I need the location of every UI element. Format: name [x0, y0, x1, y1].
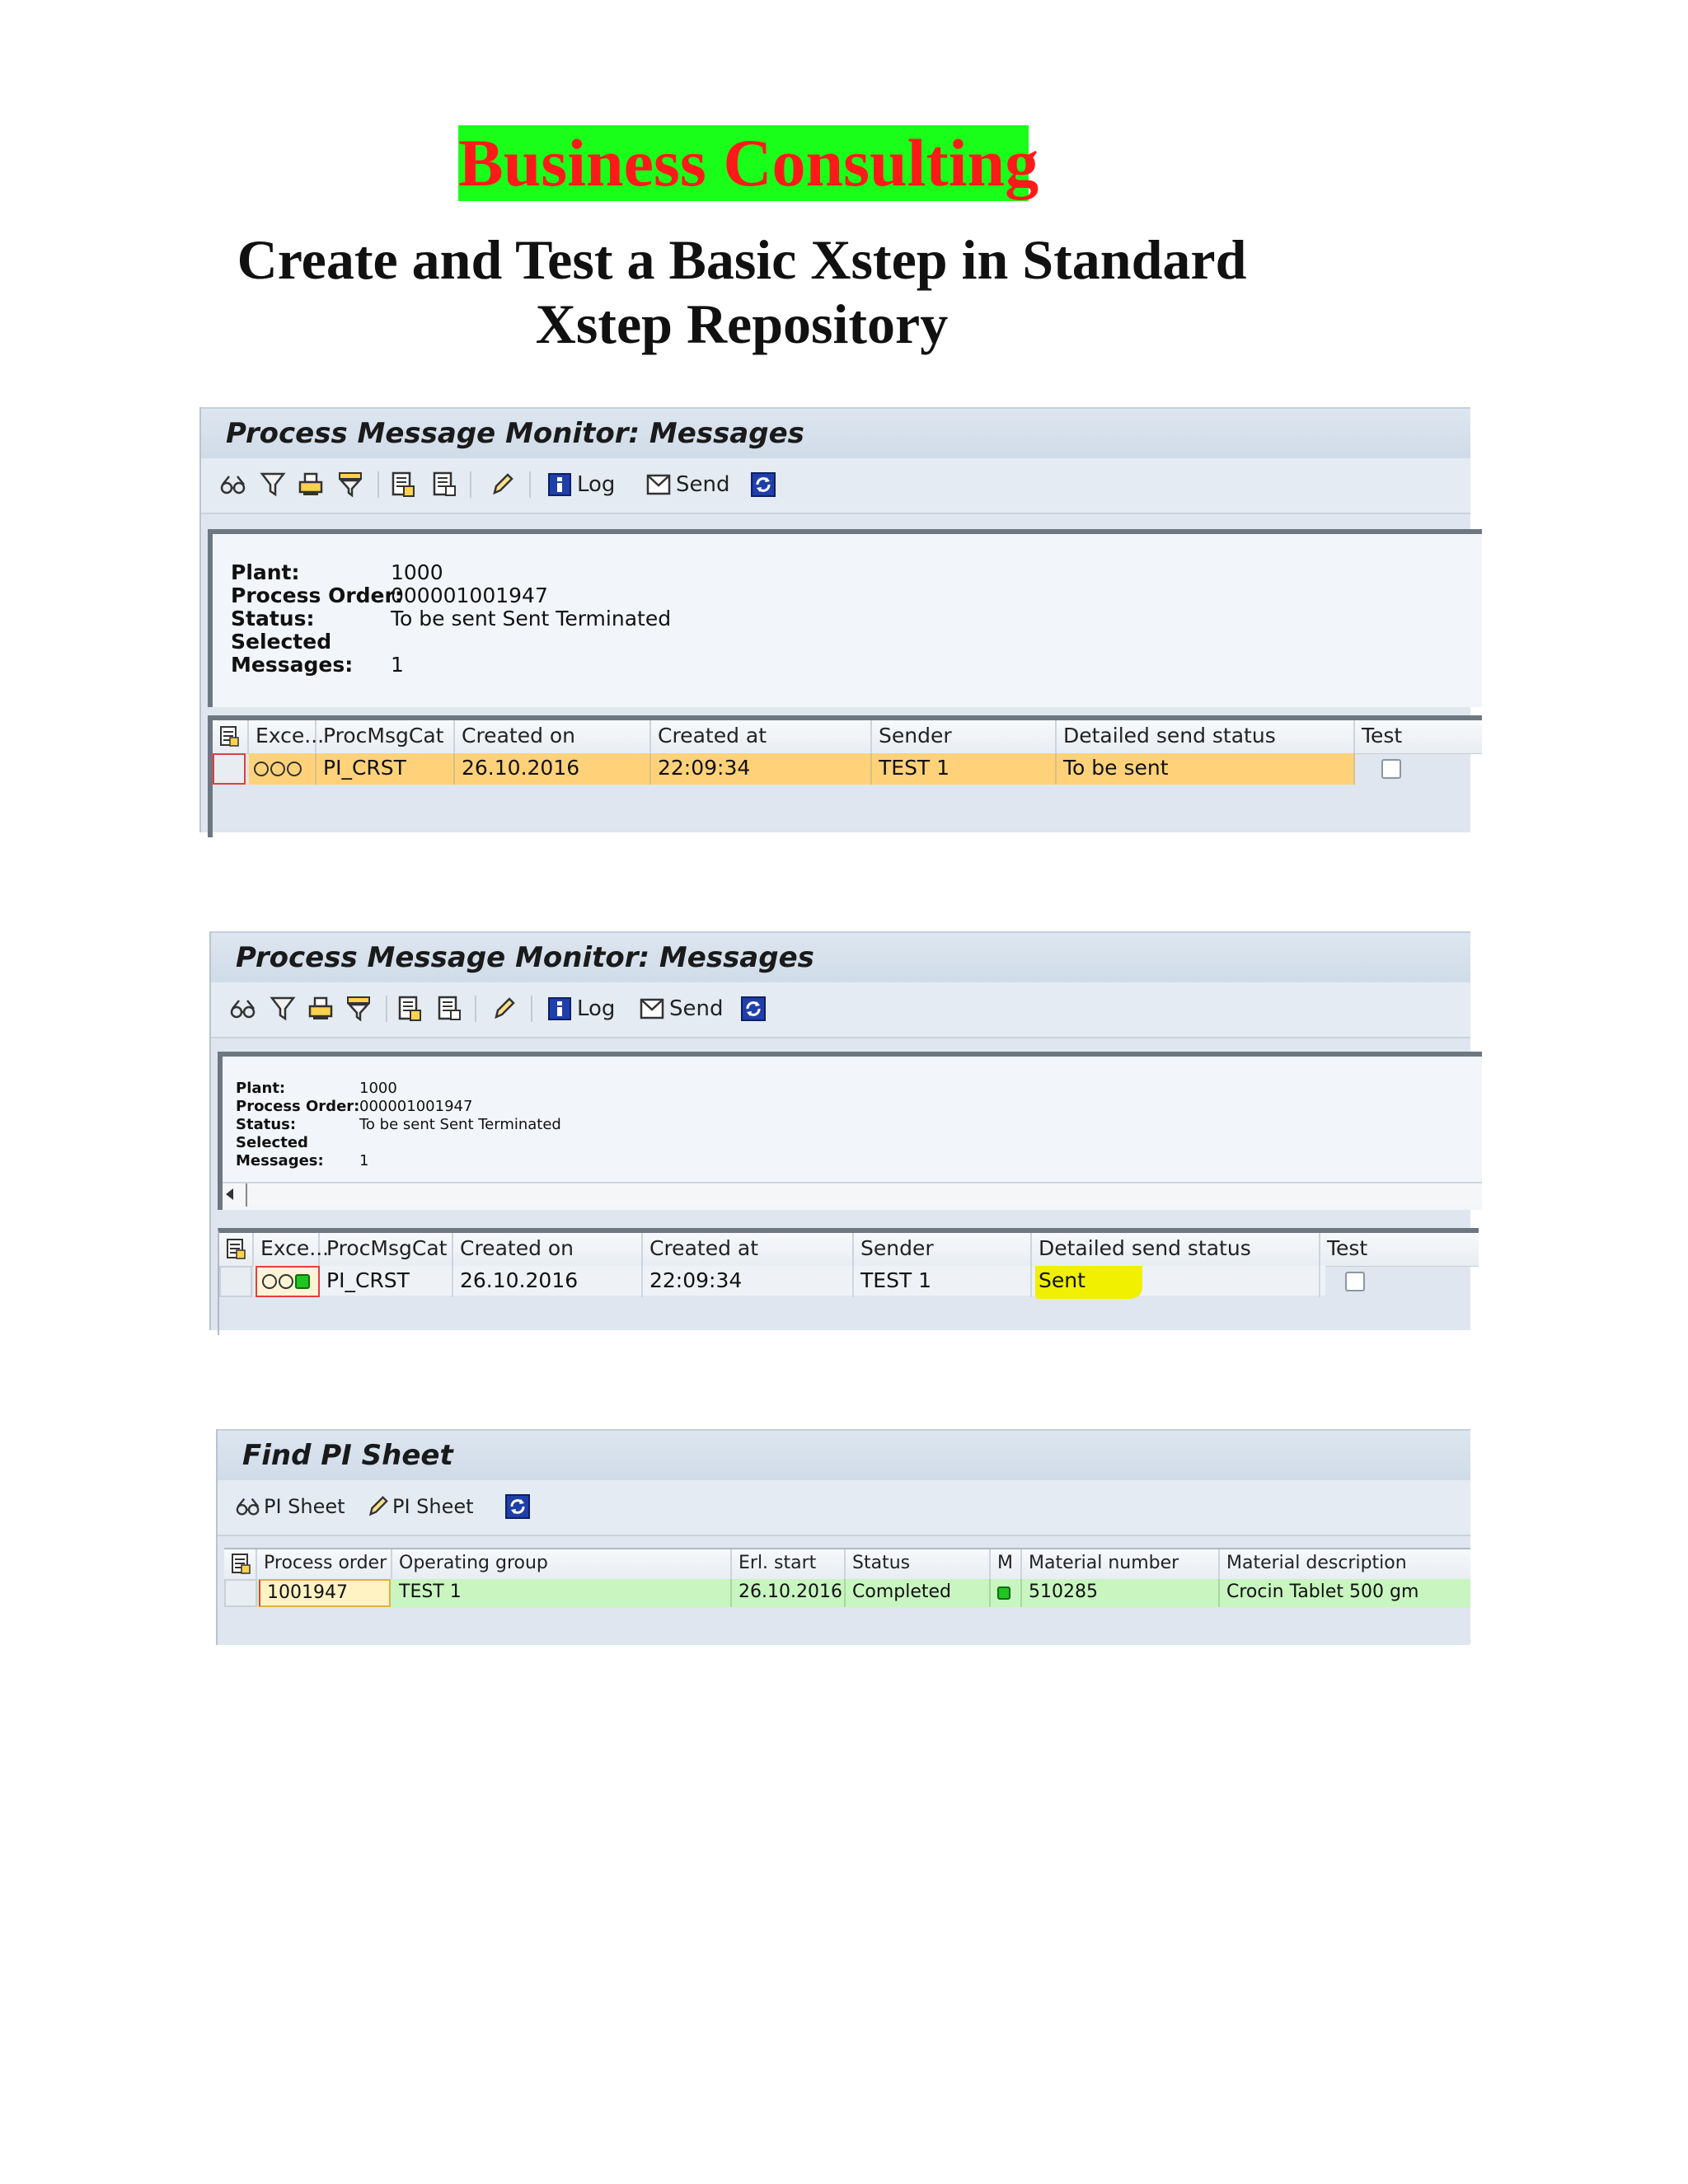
edit-pi-sheet-button[interactable]: [366, 1490, 474, 1523]
created-at-cell: 22:09:34: [651, 753, 872, 785]
material-description-cell: Crocin Tablet 500 gm: [1226, 1582, 1419, 1602]
document-title-line2: Xstep Repository: [535, 293, 949, 355]
process-order-label: Process Order:: [231, 583, 403, 607]
pi-sheet-grid: [224, 1548, 1470, 1647]
log-label: Log: [577, 996, 616, 1021]
refresh-icon[interactable]: [750, 468, 776, 501]
refresh-icon[interactable]: [504, 1490, 531, 1523]
pencil-icon: [366, 1494, 389, 1519]
material-status-cell: [991, 1579, 1022, 1607]
pencil-icon[interactable]: [490, 468, 514, 501]
col-created-at[interactable]: Created at: [651, 720, 872, 753]
pencil-icon[interactable]: [491, 992, 516, 1025]
status-label: Status:: [231, 607, 315, 630]
material-number-cell: 510285: [1022, 1579, 1220, 1607]
col-procmsgcat[interactable]: ProcMsgCat: [316, 720, 455, 753]
horizontal-scrollbar[interactable]: [223, 1182, 1482, 1207]
messages-label: Messages:: [231, 653, 354, 677]
details-icon[interactable]: [397, 992, 422, 1025]
send-icon: [646, 472, 673, 497]
send-button[interactable]: [646, 468, 729, 501]
log-label: Log: [577, 472, 616, 497]
toolbar: [218, 1480, 1470, 1536]
document-title-line1: Create and Test a Basic Xstep in Standard: [237, 228, 1247, 291]
edit-pi-sheet-label: PI Sheet: [392, 1495, 474, 1518]
traffic-light-off-icon: [254, 762, 269, 776]
operating-group-cell: TEST 1: [392, 1579, 732, 1607]
col-test[interactable]: Test: [1327, 1236, 1368, 1260]
layout-icon[interactable]: [224, 1549, 257, 1579]
send-label: Send: [676, 472, 730, 497]
document-title: [165, 227, 1319, 356]
plant-label: Plant:: [236, 1080, 286, 1097]
row-selector[interactable]: [224, 1579, 257, 1607]
traffic-light-off-icon: [287, 762, 302, 776]
sender-cell: TEST 1: [872, 753, 1057, 785]
exception-lights: [256, 1266, 320, 1297]
exception-lights: [249, 753, 316, 785]
toolbar: [201, 458, 1470, 514]
layout-icon[interactable]: [219, 1233, 254, 1266]
panel-title: Process Message Monitor: Messages: [211, 931, 1470, 984]
glasses-icon: [234, 1494, 262, 1519]
panel-title: Find PI Sheet: [218, 1429, 1470, 1482]
procmsgcat-cell: PI_CRST: [316, 753, 455, 785]
created-at-cell: 22:09:34: [643, 1266, 854, 1297]
grid-header: [213, 720, 1482, 754]
list-icon[interactable]: [437, 992, 462, 1025]
table-row[interactable]: [219, 1266, 1479, 1297]
col-created-on[interactable]: Created on: [455, 720, 651, 753]
list-icon[interactable]: [432, 468, 457, 501]
col-created-at[interactable]: Created at: [643, 1233, 854, 1266]
created-on-cell: 26.10.2016: [455, 753, 651, 785]
row-selector[interactable]: [219, 1266, 252, 1297]
col-detailed-send-status[interactable]: Detailed send status: [1032, 1233, 1320, 1266]
col-sender[interactable]: Sender: [854, 1233, 1032, 1266]
log-button[interactable]: [547, 992, 615, 1025]
print-icon[interactable]: [298, 468, 323, 501]
test-checkbox[interactable]: [1345, 1272, 1365, 1291]
process-order-value: 000001001947: [391, 583, 548, 607]
selection-info: [218, 1052, 1482, 1210]
col-operating-group[interactable]: Operating group: [392, 1549, 732, 1579]
info-icon: [547, 996, 572, 1021]
created-on-cell: 26.10.2016: [453, 1266, 643, 1297]
col-material-number[interactable]: Material number: [1022, 1549, 1220, 1579]
col-test[interactable]: Test: [1362, 724, 1403, 748]
col-status[interactable]: Status: [846, 1549, 991, 1579]
selection-info: [208, 529, 1482, 707]
glasses-icon[interactable]: [229, 992, 257, 1025]
info-icon: [547, 472, 572, 497]
table-row[interactable]: [224, 1579, 1470, 1607]
col-sender[interactable]: Sender: [872, 720, 1057, 753]
traffic-light-off-icon: [270, 762, 285, 776]
col-exception[interactable]: Exce...: [249, 720, 316, 753]
status-value: To be sent Sent Terminated: [359, 1116, 561, 1133]
filter-delete-icon[interactable]: [338, 468, 363, 501]
scroll-left-icon[interactable]: [226, 1188, 233, 1200]
col-m[interactable]: M: [991, 1549, 1022, 1579]
message-monitor-panel-1: [199, 407, 1470, 832]
status-cell: Completed: [846, 1579, 991, 1607]
process-order-cell[interactable]: 1001947: [259, 1579, 391, 1607]
traffic-light-green-icon: [295, 1274, 310, 1289]
grid-header: [219, 1233, 1479, 1267]
send-status-cell: Sent: [1032, 1266, 1320, 1297]
layout-icon[interactable]: [213, 720, 249, 753]
messages-grid: [208, 715, 1482, 837]
row-selector[interactable]: [213, 753, 246, 785]
sender-cell: TEST 1: [854, 1266, 1032, 1297]
plant-label: Plant:: [231, 560, 300, 584]
filter-icon[interactable]: [270, 992, 295, 1025]
traffic-light-off-icon: [279, 1274, 293, 1289]
col-process-order[interactable]: Process order: [257, 1549, 392, 1579]
status-label: Status:: [236, 1116, 297, 1133]
details-icon[interactable]: [391, 468, 415, 501]
message-monitor-panel-2: [209, 931, 1470, 1330]
glasses-icon[interactable]: [219, 468, 247, 501]
col-created-on[interactable]: Created on: [453, 1233, 643, 1266]
refresh-icon[interactable]: [740, 992, 767, 1025]
panel-title: Process Message Monitor: Messages: [201, 407, 1470, 460]
selected-label: Selected: [231, 630, 332, 654]
selected-label: Selected: [236, 1134, 308, 1151]
messages-grid: [218, 1228, 1479, 1335]
col-erl-start[interactable]: Erl. start: [732, 1549, 846, 1579]
print-icon[interactable]: [308, 992, 333, 1025]
procmsgcat-cell: PI_CRST: [320, 1266, 453, 1297]
erl-start-cell: 26.10.2016: [732, 1579, 846, 1607]
send-label: Send: [669, 996, 724, 1021]
send-button[interactable]: [640, 992, 723, 1025]
process-order-value: 000001001947: [359, 1098, 473, 1115]
traffic-light-off-icon: [262, 1274, 277, 1289]
col-detailed-send-status[interactable]: Detailed send status: [1057, 720, 1355, 753]
brand-banner: Business Consulting: [458, 125, 1039, 200]
filter-icon[interactable]: [260, 468, 285, 501]
green-status-icon: [997, 1586, 1010, 1600]
status-value: To be sent Sent Terminated: [391, 607, 672, 630]
grid-header: [224, 1549, 1470, 1580]
display-pi-sheet-button[interactable]: [234, 1490, 345, 1523]
messages-value: 1: [391, 653, 404, 677]
messages-label: Messages:: [236, 1152, 324, 1169]
col-material-description[interactable]: Material description: [1226, 1553, 1407, 1573]
col-exception[interactable]: Exce...: [254, 1233, 320, 1266]
table-row[interactable]: [213, 753, 1482, 785]
messages-value: 1: [359, 1152, 369, 1169]
log-button[interactable]: [547, 468, 615, 501]
test-checkbox[interactable]: [1381, 759, 1401, 779]
display-pi-sheet-label: PI Sheet: [264, 1495, 345, 1518]
plant-value: 1000: [359, 1080, 397, 1097]
find-pi-sheet-panel: [216, 1429, 1470, 1645]
process-order-label: Process Order:: [236, 1098, 360, 1115]
col-procmsgcat[interactable]: ProcMsgCat: [320, 1233, 453, 1266]
filter-delete-icon[interactable]: [346, 992, 371, 1025]
plant-value: 1000: [391, 560, 443, 584]
toolbar: [211, 982, 1470, 1038]
send-icon: [640, 996, 666, 1021]
send-status-cell: To be sent: [1057, 753, 1355, 785]
